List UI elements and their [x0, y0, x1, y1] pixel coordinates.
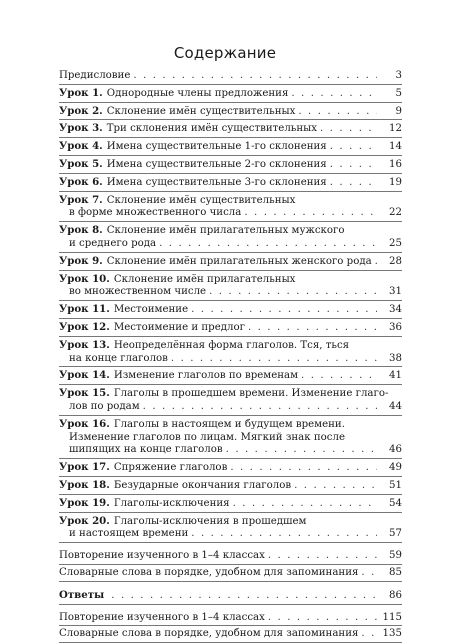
- lesson-label: Урок 3.: [59, 122, 103, 135]
- entry-title: Склонение имён прилагательных женского рода: [106, 255, 372, 267]
- toc-entry[interactable]: [59, 367, 402, 385]
- dot-leader: [244, 207, 377, 220]
- toc-entry[interactable]: [59, 416, 402, 459]
- dot-leader: [226, 444, 377, 457]
- lesson-label: Урок 16.: [59, 417, 110, 430]
- entry-title: и настоящем времени: [69, 528, 189, 540]
- entry-title: Местоимение: [113, 304, 189, 316]
- toc-entry[interactable]: [59, 68, 402, 85]
- toc-entry-line: [59, 387, 402, 401]
- dot-leader: [209, 286, 377, 299]
- lesson-label: Урок 19.: [59, 496, 110, 509]
- lesson-label: Урок 14.: [59, 369, 110, 382]
- lesson-label: Урок 9.: [59, 254, 103, 267]
- toc-entry[interactable]: [59, 626, 402, 643]
- entry-title: Неопределённая форма глаголов. Тся, ться: [113, 339, 350, 351]
- toc-entry-line: [59, 339, 402, 353]
- dot-leader: [298, 106, 377, 119]
- page-number: 5: [395, 87, 402, 99]
- toc-entry[interactable]: [59, 271, 402, 302]
- dot-leader: [191, 528, 377, 541]
- dot-leader: [230, 462, 377, 475]
- entry-title: Повторение изученного в 1–4 классах: [59, 550, 265, 562]
- entry-title: на конце глаголов: [69, 352, 168, 364]
- entry-title: Местоимение и предлог: [113, 321, 245, 333]
- toc-entry[interactable]: [59, 337, 402, 368]
- toc-entry-line: [59, 273, 402, 287]
- toc-entry-line: [59, 224, 402, 238]
- entry-title: Три склонения имён существительных: [106, 123, 317, 135]
- dot-leader: [291, 88, 377, 101]
- page-number: 31: [389, 286, 402, 298]
- page-number: 19: [389, 176, 402, 188]
- toc-entry[interactable]: [59, 192, 402, 223]
- toc-entry[interactable]: [59, 385, 402, 416]
- entry-title: Глаголы-исключения в прошедшем: [113, 515, 307, 527]
- entry-title: Имена существительные 3-го склонения: [106, 176, 327, 188]
- entry-title: Словарные слова в порядке, удобном для запоминания: [59, 566, 359, 578]
- lesson-label: Урок 18.: [59, 478, 110, 491]
- toc-entry-line: [59, 418, 402, 432]
- entry-title: Изменение глаголов по лицам. Мягкий знак после: [69, 431, 345, 443]
- toc-entry-line: [59, 122, 402, 136]
- page-number: 38: [389, 352, 402, 364]
- toc-entry[interactable]: [59, 610, 402, 627]
- toc-entry-line: [59, 432, 402, 445]
- toc-entry-line: [59, 303, 402, 317]
- page-title: Содержание: [173, 44, 277, 62]
- entry-title: Глаголы в настоящем и будущем времени.: [113, 418, 345, 430]
- page-number: 135: [382, 628, 402, 640]
- toc-entry-line: [59, 550, 402, 563]
- toc-entry[interactable]: [59, 301, 402, 319]
- page-number: 51: [389, 479, 402, 491]
- entry-title: Склонение имён существительных: [106, 105, 296, 117]
- toc-entry[interactable]: [59, 319, 402, 337]
- toc-entry[interactable]: [59, 495, 402, 513]
- toc-entry[interactable]: [59, 565, 402, 582]
- toc-entry-line: [59, 238, 402, 251]
- toc-entry[interactable]: [59, 103, 402, 121]
- toc-entry-line: [59, 207, 402, 220]
- page-number: 3: [395, 70, 402, 81]
- entry-title: Склонение имён прилагательных мужского: [106, 225, 345, 237]
- toc-entry-line: [59, 528, 402, 541]
- toc-entry-line: [59, 255, 402, 269]
- toc-entry-line: [59, 158, 402, 172]
- toc-entry-line: [59, 105, 402, 119]
- dot-leader: [361, 628, 377, 641]
- dot-leader: [268, 550, 377, 563]
- toc-entry[interactable]: [59, 138, 402, 156]
- toc-entry[interactable]: [59, 222, 402, 253]
- entry-title: Словарные слова в порядке, удобном для запоминания: [59, 628, 359, 640]
- toc-entry[interactable]: [59, 513, 402, 544]
- entry-title: во множественном числе: [69, 286, 207, 298]
- toc-entry-line: [59, 70, 402, 83]
- entry-title: и среднего рода: [69, 237, 157, 249]
- page-number: 85: [389, 566, 402, 578]
- entry-title: Предисловие: [59, 70, 131, 81]
- entry-title: Глаголы в прошедшем времени. Изменение глаго-: [113, 388, 389, 400]
- toc-entry-line: [59, 628, 402, 641]
- toc-entry-line: [59, 589, 402, 603]
- lesson-label: Урок 1.: [59, 86, 103, 99]
- page-number: 14: [389, 141, 402, 153]
- page-number: 57: [389, 528, 402, 540]
- dot-leader: [330, 141, 377, 154]
- page-number: 54: [389, 497, 402, 509]
- lesson-label: Урок 6.: [59, 175, 103, 188]
- page-number: 25: [389, 237, 402, 249]
- entry-title: Повторение изученного в 1–4 классах: [59, 611, 265, 623]
- page-number: 34: [389, 304, 402, 316]
- page-number: 59: [389, 550, 402, 562]
- dot-leader: [111, 590, 377, 603]
- toc-entry-line: [59, 401, 402, 414]
- lesson-label: Урок 15.: [59, 387, 110, 400]
- toc-entry[interactable]: [59, 477, 402, 495]
- dot-leader: [191, 304, 377, 317]
- entry-title: Спряжение глаголов: [113, 462, 228, 474]
- lesson-label: Урок 8.: [59, 224, 103, 237]
- toc-entry[interactable]: [59, 459, 402, 477]
- lesson-label: Урок 4.: [59, 140, 103, 153]
- toc-entry-line: [59, 176, 402, 190]
- dot-leader: [143, 401, 377, 414]
- lesson-label: Урок 12.: [59, 320, 110, 333]
- lesson-label: Урок 5.: [59, 157, 103, 170]
- toc-entry[interactable]: [59, 156, 402, 174]
- lesson-label: Урок 17.: [59, 461, 110, 474]
- dot-leader: [248, 322, 377, 335]
- page-number: 36: [389, 321, 402, 333]
- page-number: 9: [395, 105, 402, 117]
- entry-title: Склонение имён существительных: [106, 194, 296, 206]
- toc-entry-line: [59, 321, 402, 335]
- toc-entry-line: [59, 479, 402, 493]
- toc-entry-line: [59, 612, 402, 625]
- dot-leader: [330, 159, 377, 172]
- page-number: 22: [389, 207, 402, 219]
- dot-leader: [133, 70, 377, 83]
- entry-title: Безударные окончания глаголов: [113, 479, 292, 491]
- toc-entry-line: [59, 286, 402, 299]
- entry-title: в форме множественного числа: [69, 207, 242, 219]
- dot-leader: [268, 612, 377, 625]
- toc-entry-line: [59, 369, 402, 383]
- lesson-label: Ответы: [59, 588, 105, 601]
- dot-leader: [301, 370, 377, 383]
- toc-entry-line: [59, 515, 402, 529]
- toc-entry[interactable]: [59, 587, 402, 605]
- toc-entry[interactable]: [59, 85, 402, 103]
- dot-leader: [330, 177, 377, 190]
- toc-entry[interactable]: [59, 120, 402, 138]
- dot-leader: [171, 353, 377, 366]
- dot-leader: [361, 567, 377, 580]
- page-number: 41: [389, 370, 402, 382]
- toc-entry[interactable]: [59, 548, 402, 565]
- page-number: 115: [382, 611, 402, 623]
- lesson-label: Урок 13.: [59, 338, 110, 351]
- lesson-label: Урок 10.: [59, 272, 110, 285]
- toc-entry-line: [59, 497, 402, 511]
- dot-leader: [159, 238, 377, 251]
- page-number: 16: [389, 158, 402, 170]
- lesson-label: Урок 2.: [59, 104, 103, 117]
- page-number: 12: [389, 123, 402, 135]
- page-number: 46: [389, 444, 402, 456]
- lesson-label: Урок 11.: [59, 303, 110, 316]
- entry-title: шипящих на конце глаголов: [69, 444, 223, 456]
- dot-leader: [294, 480, 377, 493]
- entry-title: лов по родам: [69, 400, 140, 412]
- page-number: 44: [389, 400, 402, 412]
- toc-entry[interactable]: [59, 174, 402, 192]
- lesson-label: Урок 20.: [59, 514, 110, 527]
- toc-entry-line: [59, 444, 402, 457]
- dot-leader: [375, 256, 377, 269]
- dot-leader: [233, 498, 377, 511]
- entry-title: Глаголы-исключения: [113, 497, 230, 509]
- toc-entry-line: [59, 353, 402, 366]
- toc-entry[interactable]: [59, 253, 402, 271]
- table-of-contents: [59, 68, 402, 643]
- toc-entry-line: [59, 87, 402, 101]
- entry-title: Изменение глаголов по временам: [113, 370, 299, 382]
- entry-title: Имена существительные 1-го склонения: [106, 141, 327, 153]
- entry-title: Склонение имён прилагательных: [113, 273, 296, 285]
- page-number: 49: [389, 462, 402, 474]
- page-number: 28: [389, 255, 402, 267]
- toc-entry-line: [59, 567, 402, 580]
- entry-title: Имена существительные 2-го склонения: [106, 158, 327, 170]
- entry-title: Однородные члены предложения: [106, 87, 289, 99]
- dot-leader: [320, 123, 377, 136]
- lesson-label: Урок 7.: [59, 193, 103, 206]
- toc-entry-line: [59, 461, 402, 475]
- page-number: 86: [389, 589, 402, 601]
- toc-entry-line: [59, 194, 402, 208]
- toc-entry-line: [59, 140, 402, 154]
